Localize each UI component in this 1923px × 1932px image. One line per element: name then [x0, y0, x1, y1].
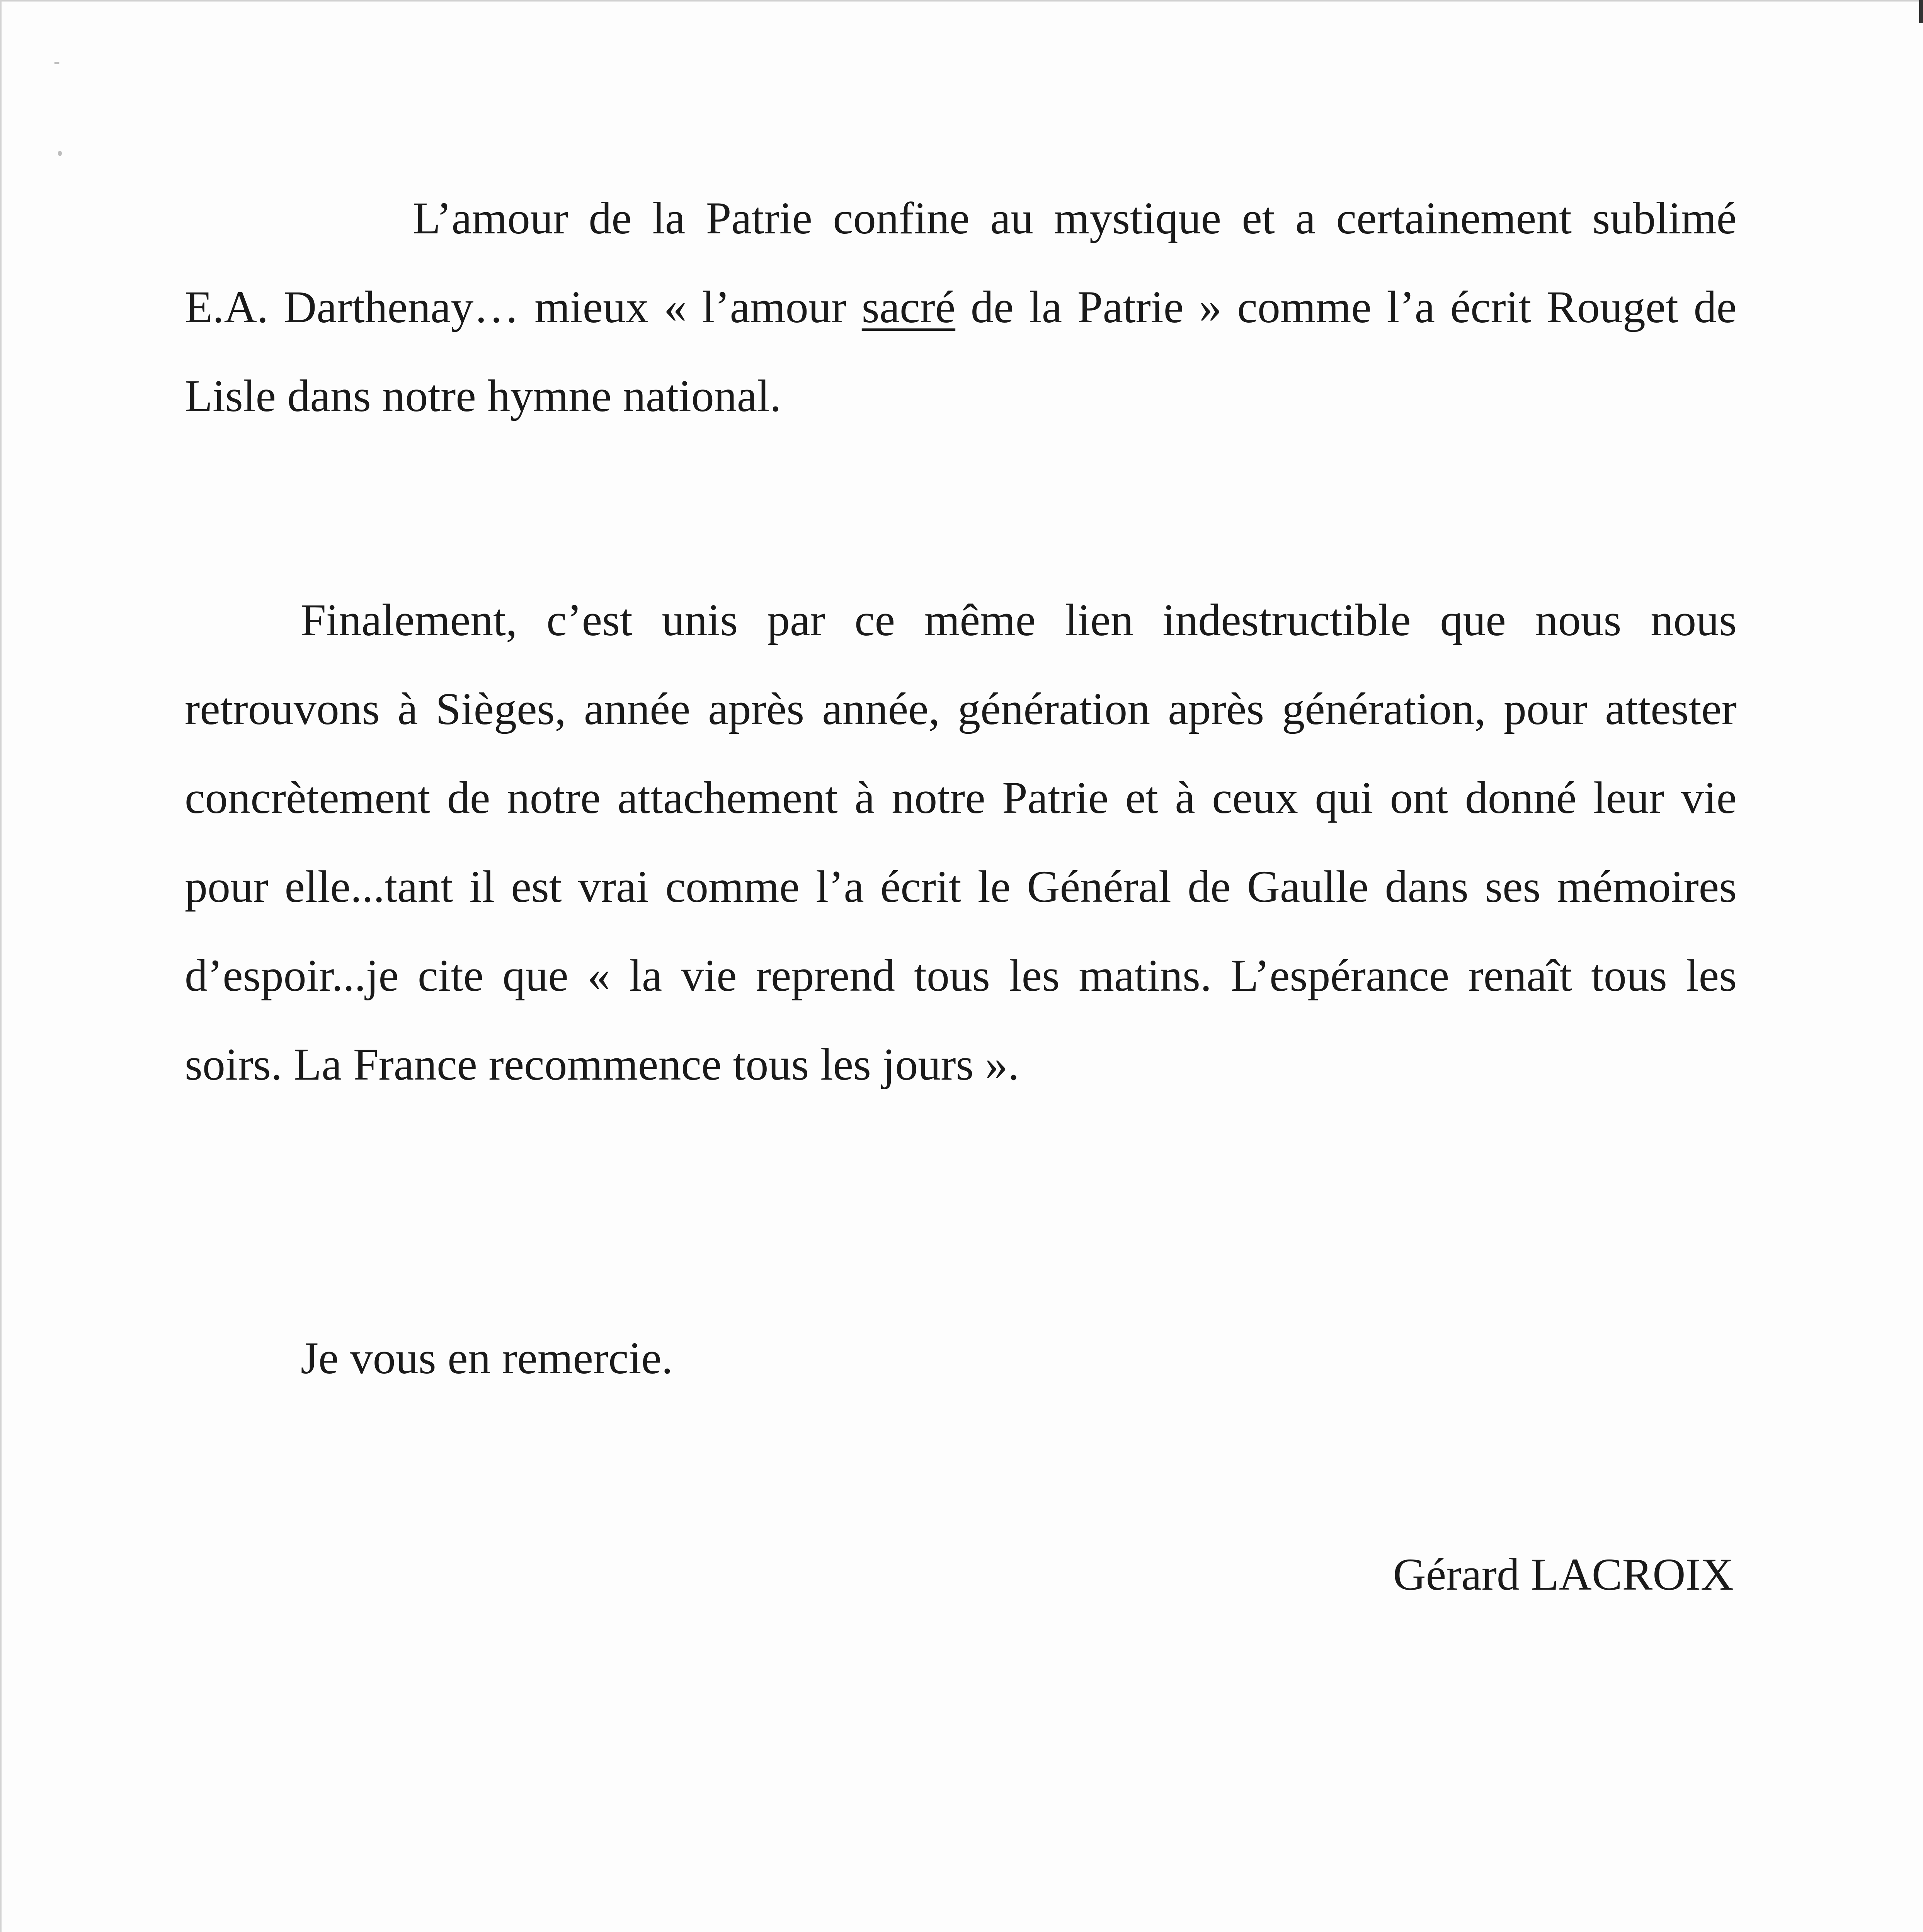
paragraph-finalement: Finalement, c’est unis par ce même lien indestructible que nous nous retrouvons à Sièges, année après année, génération après génération, pour attester concrètement de notre attachement à notre Patrie et à ceux qui ont donné leur vie pour elle...tant il est vrai comme l’a écrit le Général de Gaulle dans ses mémoires d’espoir...je cite que « la vie reprend tous les matins. L’espérance renaît tous les soirs. La France recommence tous les jours ». [185, 595, 1737, 1090]
scan-edge-top [0, 0, 1923, 2]
paragraph-patrie-text-start: L’amour de la Patrie confine au mystique et a certainement sublimé E.A. Darthenay… mieux « l’amour [185, 193, 1737, 332]
underlined-word-sacre: sacré [861, 282, 956, 332]
scan-speck [58, 151, 62, 156]
paragraph-patrie-text-end: de la Patrie » comme l’a écrit Rouget de Lisle dans notre hymne national. [185, 282, 1737, 421]
scan-speck [54, 62, 60, 64]
signature-name: Gérard LACROIX [1393, 1549, 1734, 1600]
scan-edge-right [1919, 0, 1923, 23]
paragraph-patrie [185, 174, 1737, 440]
scan-edge-left [0, 0, 2, 1932]
paragraph-remerciement: Je vous en remercie. [301, 1333, 673, 1383]
